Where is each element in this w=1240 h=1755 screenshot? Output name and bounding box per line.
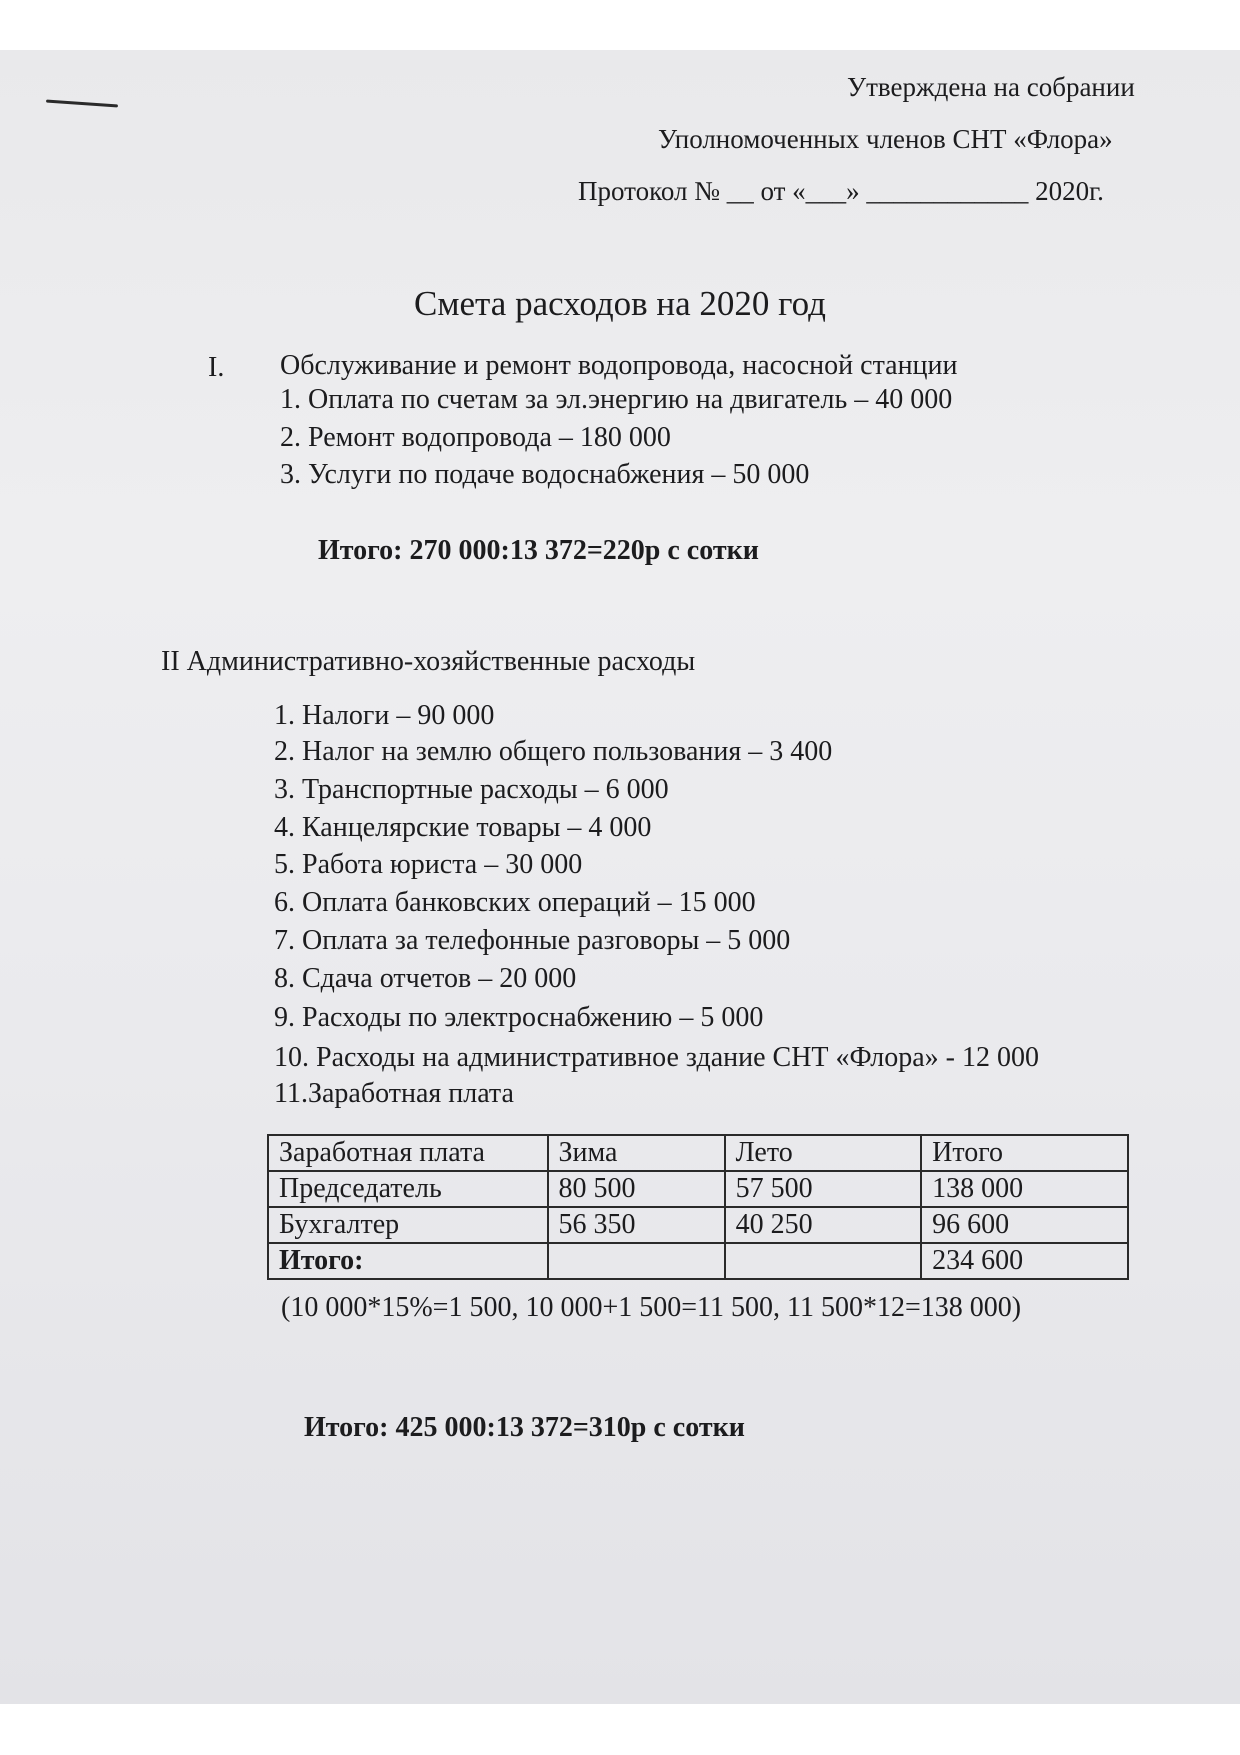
section2-item: 2. Налог на землю общего пользования – 3 400 xyxy=(274,736,833,767)
table-header-cell: Зима xyxy=(548,1135,725,1171)
section1-item: 1. Оплата по счетам за эл.энергию на двигатель – 40 000 xyxy=(280,384,953,415)
section1-item: 2. Ремонт водопровода – 180 000 xyxy=(280,422,671,453)
table-header-cell: Итого xyxy=(921,1135,1128,1171)
table-header-row xyxy=(268,1135,1128,1171)
table-cell: 80 500 xyxy=(548,1171,725,1207)
section2-total: Итого: 425 000:13 372=310р с сотки xyxy=(304,1412,745,1443)
section2-item: 10. Расходы на административное здание СНТ «Флора» - 12 000 xyxy=(274,1042,1039,1073)
table-header-cell: Лето xyxy=(725,1135,922,1171)
salary-table xyxy=(267,1134,1129,1280)
section2-heading: II Административно-хозяйственные расходы xyxy=(161,646,696,677)
table-header-cell: Заработная плата xyxy=(268,1135,548,1171)
section1-item: 3. Услуги по подаче водоснабжения – 50 000 xyxy=(280,459,810,490)
table-row xyxy=(268,1207,1128,1243)
section1-numeral: I. xyxy=(208,352,225,383)
section2-item: 1. Налоги – 90 000 xyxy=(274,700,495,731)
section2-item: 4. Канцелярские товары – 4 000 xyxy=(274,812,652,843)
table-total-value: 234 600 xyxy=(921,1243,1128,1279)
pen-mark xyxy=(46,99,118,107)
table-cell: 96 600 xyxy=(921,1207,1128,1243)
section2-item: 7. Оплата за телефонные разговоры – 5 000 xyxy=(274,925,791,956)
table-cell: Бухгалтер xyxy=(268,1207,548,1243)
table-cell: 138 000 xyxy=(921,1171,1128,1207)
section1-heading: Обслуживание и ремонт водопровода, насосной станции xyxy=(280,350,958,381)
section2-item: 5. Работа юриста – 30 000 xyxy=(274,849,583,880)
protocol-line: Протокол № __ от «___» ____________ 2020г. xyxy=(578,176,1104,206)
approved-line: Утверждена на собрании xyxy=(847,72,1135,102)
table-cell xyxy=(548,1243,725,1279)
table-cell: 40 250 xyxy=(725,1207,922,1243)
section2-item: 6. Оплата банковских операций – 15 000 xyxy=(274,887,756,918)
section2-item: 11.Заработная плата xyxy=(274,1078,514,1109)
table-row xyxy=(268,1171,1128,1207)
document-title: Смета расходов на 2020 год xyxy=(414,284,826,323)
salary-calculation: (10 000*15%=1 500, 10 000+1 500=11 500, 11 500*12=138 000) xyxy=(281,1292,1022,1323)
table-total-row xyxy=(268,1243,1128,1279)
table-total-label: Итого: xyxy=(268,1243,548,1279)
section1-total: Итого: 270 000:13 372=220р с сотки xyxy=(318,535,759,566)
section2-item: 8. Сдача отчетов – 20 000 xyxy=(274,963,577,994)
section2-item: 9. Расходы по электроснабжению – 5 000 xyxy=(274,1002,764,1033)
table-cell: Председатель xyxy=(268,1171,548,1207)
table-cell: 56 350 xyxy=(548,1207,725,1243)
table-cell: 57 500 xyxy=(725,1171,922,1207)
table-cell xyxy=(725,1243,922,1279)
members-line: Уполномоченных членов СНТ «Флора» xyxy=(658,124,1113,154)
section2-item: 3. Транспортные расходы – 6 000 xyxy=(274,774,669,805)
